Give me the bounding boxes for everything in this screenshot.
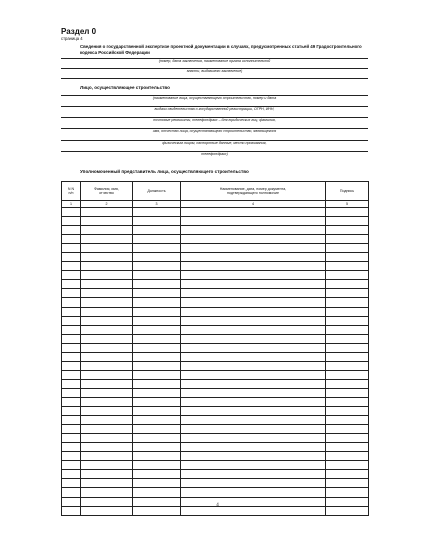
representative-label: Уполномоченный представитель лица, осуществляющего строительство	[80, 169, 249, 174]
table-cell[interactable]	[62, 397, 81, 406]
table-row[interactable]	[62, 461, 369, 470]
table-row[interactable]	[62, 280, 369, 289]
table-cell[interactable]	[181, 280, 326, 289]
table-cell[interactable]	[326, 307, 369, 316]
table-cell[interactable]	[62, 443, 81, 452]
table-row[interactable]	[62, 470, 369, 479]
table-cell[interactable]	[133, 244, 181, 253]
column-number: 2	[81, 201, 133, 208]
table-cell[interactable]	[181, 434, 326, 443]
table-cell[interactable]	[81, 208, 133, 217]
table-cell[interactable]	[133, 253, 181, 262]
table-cell[interactable]	[133, 443, 181, 452]
table-row[interactable]	[62, 316, 369, 325]
table-row[interactable]	[62, 479, 369, 488]
table-cell[interactable]	[133, 361, 181, 370]
table-cell[interactable]	[81, 244, 133, 253]
table-cell[interactable]	[326, 217, 369, 226]
table-cell[interactable]	[133, 271, 181, 280]
table-row[interactable]	[62, 434, 369, 443]
page-number: 4	[216, 503, 219, 508]
table-cell[interactable]	[133, 334, 181, 343]
table-cell[interactable]	[181, 352, 326, 361]
table-cell[interactable]	[326, 479, 369, 488]
developer-caption: выдачи свидетельства о государственной регистрации, ОГРН, ИНН,	[154, 107, 275, 111]
table-cell[interactable]	[81, 388, 133, 397]
table-cell[interactable]	[326, 407, 369, 416]
table-cell[interactable]	[81, 271, 133, 280]
table-cell[interactable]	[326, 316, 369, 325]
table-row[interactable]	[62, 452, 369, 461]
table-cell[interactable]	[62, 307, 81, 316]
table-cell[interactable]	[62, 388, 81, 397]
table-cell[interactable]	[133, 298, 181, 307]
table-row[interactable]	[62, 226, 369, 235]
table-cell[interactable]	[181, 307, 326, 316]
table-cell[interactable]	[326, 443, 369, 452]
header-cell: Фамилия, имя, отчество	[81, 182, 133, 201]
table-cell[interactable]	[181, 407, 326, 416]
table-cell[interactable]	[326, 434, 369, 443]
table-cell[interactable]	[81, 407, 133, 416]
table-row[interactable]	[62, 262, 369, 271]
table-cell[interactable]	[326, 352, 369, 361]
table-cell[interactable]	[326, 334, 369, 343]
developer-caption: почтовые реквизиты, телефон/факс – для юридических лиц; фамилия,	[153, 118, 276, 122]
table-cell[interactable]	[181, 379, 326, 388]
table-cell[interactable]	[133, 307, 181, 316]
table-cell[interactable]	[181, 298, 326, 307]
table-cell[interactable]	[81, 479, 133, 488]
header-cell: Подпись	[326, 182, 369, 201]
column-number: 5	[326, 201, 369, 208]
table-cell[interactable]	[62, 407, 81, 416]
table-row[interactable]	[62, 407, 369, 416]
table-cell[interactable]	[81, 443, 133, 452]
table-cell[interactable]	[133, 470, 181, 479]
expertise-caption-2: власти, выдавшего заключение)	[186, 69, 243, 73]
table-cell[interactable]	[133, 434, 181, 443]
table-cell[interactable]	[181, 425, 326, 434]
table-cell[interactable]	[81, 298, 133, 307]
table-row[interactable]	[62, 334, 369, 343]
table-cell[interactable]	[326, 280, 369, 289]
table-cell[interactable]	[62, 334, 81, 343]
table-row[interactable]	[62, 388, 369, 397]
table-cell[interactable]	[326, 370, 369, 379]
table-cell[interactable]	[326, 208, 369, 217]
table-cell[interactable]	[133, 425, 181, 434]
table-cell[interactable]	[81, 334, 133, 343]
table-cell[interactable]	[133, 226, 181, 235]
table-cell[interactable]	[326, 271, 369, 280]
table-row[interactable]	[62, 370, 369, 379]
table-cell[interactable]	[81, 262, 133, 271]
table-cell[interactable]	[181, 334, 326, 343]
table-cell[interactable]	[133, 235, 181, 244]
table-cell[interactable]	[62, 316, 81, 325]
table-cell[interactable]	[62, 244, 81, 253]
table-cell[interactable]	[181, 488, 326, 497]
table-cell[interactable]	[133, 217, 181, 226]
table-cell[interactable]	[62, 217, 81, 226]
header-cell: Наименование, дата, номер документа, подтверждающего полномочие	[181, 182, 326, 201]
table-cell[interactable]	[62, 352, 81, 361]
table-cell[interactable]	[62, 325, 81, 334]
table-cell[interactable]	[62, 253, 81, 262]
table-cell[interactable]	[181, 253, 326, 262]
table-cell[interactable]	[326, 416, 369, 425]
table-cell[interactable]	[326, 425, 369, 434]
table-cell[interactable]	[81, 434, 133, 443]
table-cell[interactable]	[81, 370, 133, 379]
table-cell[interactable]	[326, 461, 369, 470]
table-cell[interactable]	[62, 343, 81, 352]
table-cell[interactable]	[181, 271, 326, 280]
fill-line	[61, 78, 368, 79]
table-cell[interactable]	[81, 361, 133, 370]
table-cell[interactable]	[326, 262, 369, 271]
table-cell[interactable]	[81, 452, 133, 461]
table-row[interactable]	[62, 488, 369, 497]
column-number: 1	[62, 201, 81, 208]
table-cell[interactable]	[81, 488, 133, 497]
table-row[interactable]	[62, 325, 369, 334]
table-cell[interactable]	[133, 370, 181, 379]
table-row[interactable]	[62, 307, 369, 316]
table-cell[interactable]	[81, 289, 133, 298]
table-row[interactable]	[62, 289, 369, 298]
table-cell[interactable]	[81, 235, 133, 244]
table-cell[interactable]	[62, 452, 81, 461]
table-cell[interactable]	[62, 271, 81, 280]
developer-caption: физическим лицом, паспортные данные, место проживания,	[162, 141, 267, 145]
table-cell[interactable]	[181, 361, 326, 370]
table-cell[interactable]	[62, 235, 81, 244]
table-cell[interactable]	[181, 208, 326, 217]
table-cell[interactable]	[133, 461, 181, 470]
table-row[interactable]	[62, 253, 369, 262]
table-cell[interactable]	[133, 488, 181, 497]
table-cell[interactable]	[326, 343, 369, 352]
table-cell[interactable]	[81, 280, 133, 289]
table-cell[interactable]	[326, 253, 369, 262]
table-cell[interactable]	[326, 298, 369, 307]
section-title: Раздел 0	[61, 27, 97, 36]
table-row[interactable]	[62, 343, 369, 352]
table-cell[interactable]	[81, 325, 133, 334]
table-cell[interactable]	[326, 361, 369, 370]
table-cell[interactable]	[81, 217, 133, 226]
table-cell[interactable]	[181, 262, 326, 271]
table-row[interactable]	[62, 271, 369, 280]
table-cell[interactable]	[326, 397, 369, 406]
table-cell[interactable]	[181, 217, 326, 226]
table-cell[interactable]	[62, 379, 81, 388]
table-cell[interactable]	[81, 379, 133, 388]
table-cell[interactable]	[62, 208, 81, 217]
table-cell[interactable]	[62, 226, 81, 235]
table-cell[interactable]	[133, 452, 181, 461]
table-cell[interactable]	[62, 470, 81, 479]
table-cell[interactable]	[81, 425, 133, 434]
table-row[interactable]	[62, 352, 369, 361]
table-cell[interactable]	[181, 461, 326, 470]
table-cell[interactable]	[81, 316, 133, 325]
table-cell[interactable]	[81, 307, 133, 316]
table-cell[interactable]	[62, 434, 81, 443]
table-cell[interactable]	[133, 388, 181, 397]
table-header-row	[62, 182, 369, 201]
table-cell[interactable]	[133, 316, 181, 325]
table-cell[interactable]	[62, 298, 81, 307]
table-cell[interactable]	[81, 461, 133, 470]
table-cell[interactable]	[81, 253, 133, 262]
table-cell[interactable]	[81, 352, 133, 361]
column-number: 3	[133, 201, 181, 208]
table-cell[interactable]	[326, 452, 369, 461]
table-cell[interactable]	[181, 325, 326, 334]
table-cell[interactable]	[326, 244, 369, 253]
table-cell[interactable]	[62, 425, 81, 434]
table-cell[interactable]	[181, 244, 326, 253]
table-cell[interactable]	[81, 397, 133, 406]
table-cell[interactable]	[181, 343, 326, 352]
expertise-caption-1: (номер, дата заключения, наименование органа исполнительной	[158, 59, 271, 63]
table-cell[interactable]	[181, 443, 326, 452]
table-cell[interactable]	[326, 470, 369, 479]
table-row[interactable]	[62, 235, 369, 244]
table-cell[interactable]	[326, 388, 369, 397]
table-cell[interactable]	[181, 388, 326, 397]
table-cell[interactable]	[326, 235, 369, 244]
table-cell[interactable]	[133, 352, 181, 361]
table-cell[interactable]	[326, 325, 369, 334]
table-cell[interactable]	[181, 289, 326, 298]
table-row[interactable]	[62, 379, 369, 388]
table-cell[interactable]	[133, 416, 181, 425]
developer-caption: имя, отчество лица, осуществляющего строительство, являющегося	[152, 129, 277, 133]
table-cell[interactable]	[133, 280, 181, 289]
table-row[interactable]	[62, 208, 369, 217]
table-cell[interactable]	[181, 316, 326, 325]
table-row[interactable]	[62, 443, 369, 452]
table-cell[interactable]	[133, 379, 181, 388]
expertise-heading: Сведения о государственной экспертизе проектной документации в случаях, предусмотренных статьей 49 Градостроительного кодекса Российской Федерации	[80, 44, 362, 56]
table-cell[interactable]	[133, 325, 181, 334]
table-cell[interactable]	[62, 280, 81, 289]
table-row[interactable]	[62, 425, 369, 434]
table-cell[interactable]	[133, 262, 181, 271]
developer-label: Лицо, осуществляющее строительство	[80, 85, 170, 90]
table-cell[interactable]	[326, 488, 369, 497]
table-cell[interactable]	[81, 470, 133, 479]
table-cell[interactable]	[62, 416, 81, 425]
table-cell[interactable]	[133, 208, 181, 217]
table-cell[interactable]	[326, 289, 369, 298]
table-cell[interactable]	[133, 479, 181, 488]
header-cell: N N п/п	[62, 182, 81, 201]
table-cell[interactable]	[62, 289, 81, 298]
table-row[interactable]	[62, 298, 369, 307]
table-cell[interactable]	[326, 379, 369, 388]
table-cell[interactable]	[62, 370, 81, 379]
table-cell[interactable]	[62, 488, 81, 497]
table-row[interactable]	[62, 397, 369, 406]
column-number-row	[62, 201, 369, 208]
table-row[interactable]	[62, 244, 369, 253]
table-cell[interactable]	[62, 262, 81, 271]
column-number: 4	[181, 201, 326, 208]
table-cell[interactable]	[181, 470, 326, 479]
table-cell[interactable]	[133, 407, 181, 416]
representatives-table	[61, 181, 369, 516]
developer-caption: (наименование лица, осуществляющего строительство, номер и дата	[152, 96, 277, 100]
table-cell[interactable]	[181, 452, 326, 461]
table-cell[interactable]	[181, 479, 326, 488]
table-cell[interactable]	[133, 343, 181, 352]
table-cell[interactable]	[62, 479, 81, 488]
table-cell[interactable]	[181, 370, 326, 379]
table-cell[interactable]	[326, 226, 369, 235]
table-cell[interactable]	[133, 397, 181, 406]
table-cell[interactable]	[81, 416, 133, 425]
table-row[interactable]	[62, 217, 369, 226]
table-cell[interactable]	[181, 235, 326, 244]
developer-caption: телефон/факс)	[201, 152, 228, 156]
table-cell[interactable]	[81, 343, 133, 352]
table-cell[interactable]	[181, 226, 326, 235]
table-row[interactable]	[62, 416, 369, 425]
table-cell[interactable]	[81, 226, 133, 235]
table-cell[interactable]	[181, 416, 326, 425]
table-cell[interactable]	[62, 361, 81, 370]
page-subtitle: страница 4	[61, 36, 83, 41]
table-cell[interactable]	[133, 289, 181, 298]
table-cell[interactable]	[62, 461, 81, 470]
table-row[interactable]	[62, 361, 369, 370]
table-cell[interactable]	[181, 397, 326, 406]
header-cell: Должность	[133, 182, 181, 201]
